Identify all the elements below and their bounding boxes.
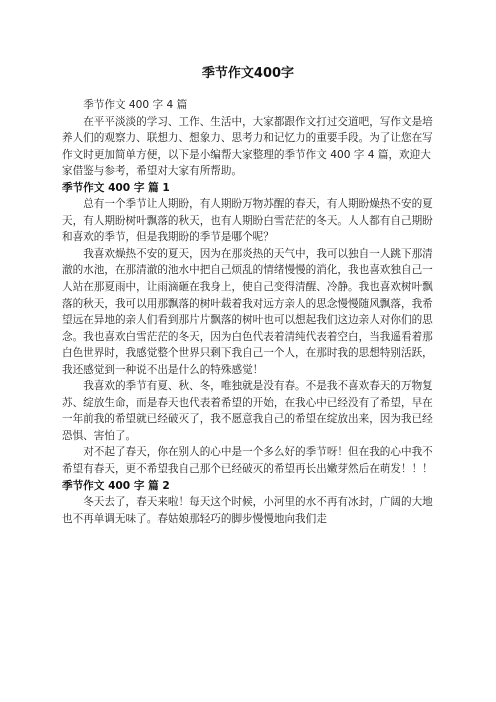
document-subtitle: 季节作文 400 字 4 篇 [83, 99, 188, 111]
intro-paragraph: 在平平淡淡的学习、工作、生活中，大家都跟作文打过交道吧，写作文是培养人们的观察力、联想力、想象力、思考力和记忆力的重要手段。为了让您在写作文时更加简单方便，以下是小编帮大家整理的季节作文 400 字 4 篇，欢迎大家借鉴与参考，希望对大家有所帮助。 [62, 115, 433, 178]
body-paragraph: 总有一个季节让人期盼，有人期盼万物苏醒的春天，有人期盼燥热不安的夏天，有人期盼树叶飘落的秋天，也有人期盼白雪茫茫的冬天。人人都有自己期盼和喜欢的季节，但是我期盼的季节是哪个呢？ [62, 198, 433, 244]
section-heading: 季节作文 400 字 篇 2 [62, 479, 170, 492]
body-paragraph: 对不起了春天，你在别人的心中是一个多么好的季节呀！但在我的心中我不希望有春天，更不希望我自己那个已经破灭的希望再长出嫩芽然后在萌发！！！ [62, 446, 433, 476]
document-body [62, 97, 436, 527]
body-paragraph: 冬天去了，春天来啦！每天这个时候，小河里的水不再有冰封，广阔的大地也不再单调无味了。春姑娘那轻巧的脚步慢慢地向我们走 [62, 496, 433, 525]
section-heading: 季节作文 400 字 篇 1 [62, 181, 170, 194]
document-title: 季节作文400字 [201, 66, 295, 81]
body-paragraph: 我喜欢的季节有夏、秋、冬，唯独就是没有春。不是我不喜欢春天的万物复苏、绽放生命，而是春天也代表着希望的开始，在我心中已经没有了希望，早在一年前我的希望就已经破灭了，我不愿意我自己的希望在绽放出来，因为我已经恐惧、害怕了。 [62, 380, 433, 442]
body-paragraph: 我喜欢燥热不安的夏天，因为在那炎热的天气中，我可以独自一人跳下那清澈的水池，在那清澈的池水中把自己烦乱的情绪慢慢的消化，我也喜欢独自己一人站在那夏雨中，让雨滴砸在我身上，使自己变得清醒、冷静。我也喜欢树叶飘落的秋天，我可以用那飘落的树叶载着我对远方亲人的思念慢慢随风飘落，我希望远在异地的亲人们看到那片片飘落的树叶也可以想起我们这边亲人对你们的思念。我也喜欢白雪茫茫的冬天，因为白色代表着清纯代表着空白，当我遥看着那白色世界时，我感觉整个世界只剩下我自己一个人，在那时我的思想特别活跃，我还感觉到一种说不出是什么的特殊感觉！ [62, 247, 433, 376]
